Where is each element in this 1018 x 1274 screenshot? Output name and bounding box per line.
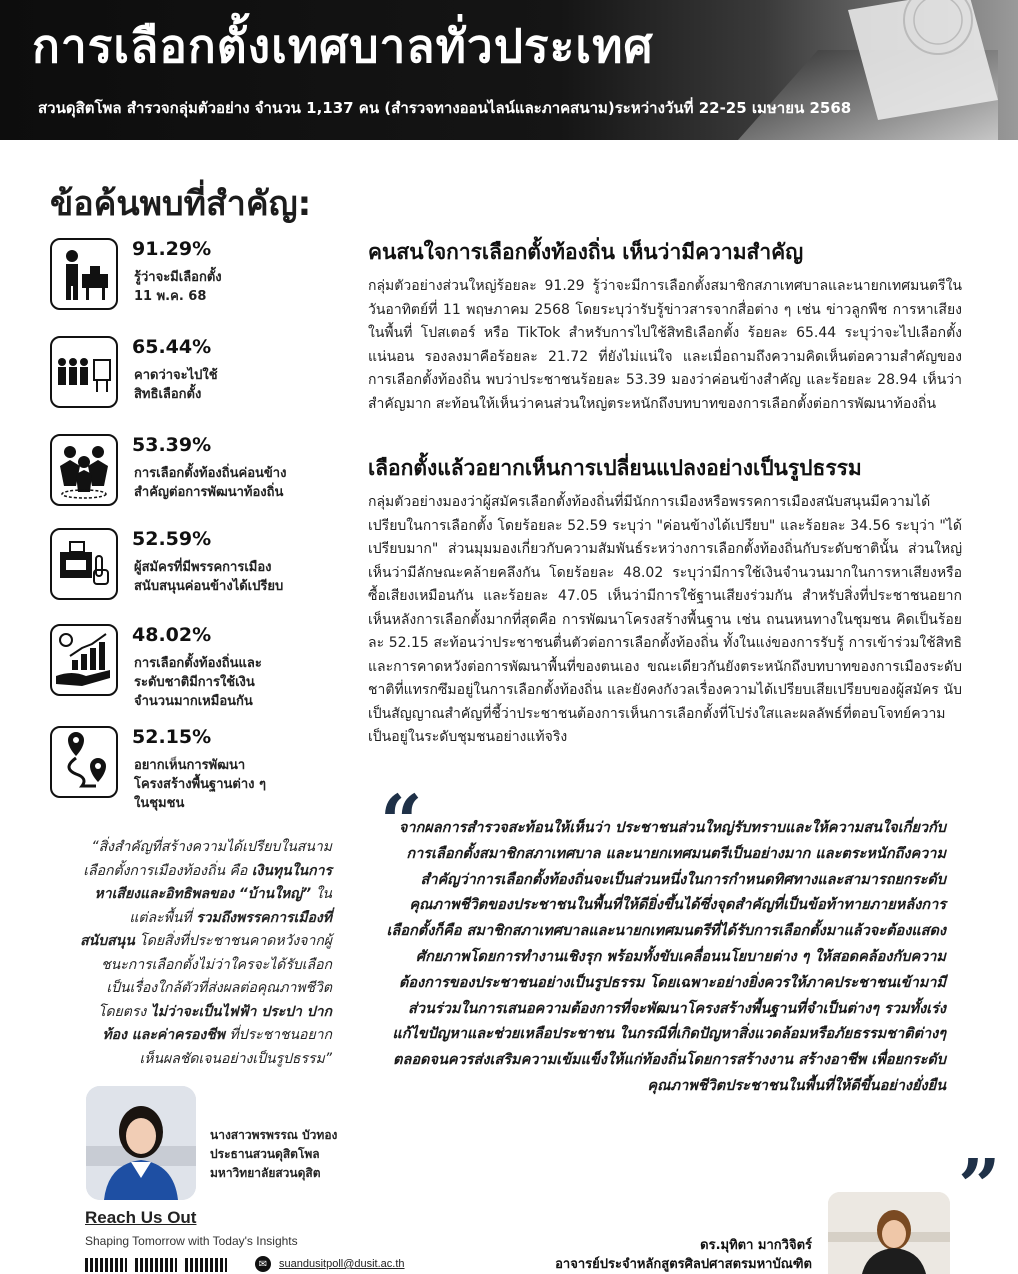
- qr-code-icon[interactable]: [185, 1258, 227, 1272]
- ballot-box-hand-icon: [50, 528, 118, 600]
- page-title: การเลือกตั้งเทศบาลทั่วประเทศ: [32, 19, 654, 73]
- voter-at-ballot-icon: [50, 238, 118, 310]
- section-1-body: กลุ่มตัวอย่างส่วนใหญ่ร้อยละ 91.29 รู้ว่าจะมีการเลือกตั้งสมาชิกสภาเทศบาลและนายกเทศมนตรีในวันอาทิตย์ที่ 11 พฤษภาคม 2568 โดยระบุว่ารับรู้ข่าวสารจากสื่อต่าง ๆ เช่น ข่าวลูกพืช การหาเสียงในพื้นที่ โปสเตอร์ หรือ TikTok สำหรับการไปใช้สิทธิเลือกตั้ง ร้อยละ 65.44 ระบุว่าจะไปเลือกตั้งแน่นอน รองลงมาคือร้อยละ 21.72 ที่ยังไม่แน่ใจ และเมื่อถามถึงความคิดเห็นต่อความสำคัญของการเลือกตั้งท้องถิ่น พบว่าประชาชนร้อยละ 53.39 มองว่าค่อนข้างสำคัญ และร้อยละ 28.94 เห็นว่าสำคัญมาก สะท้อนให้เห็นว่าคนส่วนใหญ่ตระหนักถึงบทบาทของการเลือกตั้งต่อการพัฒนาท้องถิ่น: [368, 278, 962, 412]
- reach-us-link[interactable]: Reach Us Out: [85, 1208, 197, 1227]
- open-quote-mark: “: [380, 780, 423, 866]
- stat-label: รู้ว่าจะมีเลือกตั้ง 11 พ.ค. 68: [134, 270, 222, 304]
- email-address[interactable]: suandusitpoll@dusit.ac.th: [279, 1258, 405, 1270]
- stat-percent: 53.39%: [132, 434, 212, 456]
- tagline: Shaping Tomorrow with Today's Insights: [85, 1234, 298, 1248]
- left-quote: [80, 836, 332, 1071]
- queue-to-vote-icon: [50, 336, 118, 408]
- speaker-caption: [210, 1126, 337, 1183]
- expert-role: อาจารย์ประจำหลักสูตรศิลปศาสตรมหาบัณฑิต: [555, 1257, 812, 1272]
- stat-percent: 52.15%: [132, 726, 212, 748]
- expert-name: ดร.มุทิตา มากวิจิตร์: [700, 1238, 812, 1253]
- speaker-name: นางสาวพรพรรณ บัวทอง: [210, 1128, 338, 1142]
- email-icon: ✉: [255, 1256, 271, 1272]
- stat-label: ผู้สมัครที่มีพรรคการเมือง สนับสนุนค่อนข้างได้เปรียบ: [134, 560, 284, 594]
- survey-subtitle: สวนดุสิตโพล สำรวจกลุ่มตัวอย่าง จำนวน 1,137 คน (สำรวจทางออนไลน์และภาคสนาม)ระหว่างวันที่ 22-25 เมษายน 2568: [38, 99, 852, 117]
- stat-label: การเลือกตั้งท้องถิ่นค่อนข้าง สำคัญต่อการพัฒนาท้องถิ่น: [134, 466, 287, 500]
- quote-text: ในแต่ละพื้นที่: [129, 886, 332, 926]
- speaker-org: มหาวิทยาลัยสวนดุสิต: [210, 1166, 321, 1180]
- stat-label: คาดว่าจะไปใช้ สิทธิเลือกตั้ง: [134, 368, 218, 402]
- section-1-heading: คนสนใจการเลือกตั้งท้องถิ่น เห็นว่ามีความสำคัญ: [368, 240, 804, 264]
- quote-text: ที่ประชาชนอยากเห็นผลชัดเจนอย่างเป็นรูปธรรม”: [139, 1027, 332, 1067]
- expert-quote: จากผลการสำรวจสะท้อนให้เห็นว่า ประชาชนส่วนใหญ่รับทราบและให้ความสนใจเกี่ยวกับการเลือกตั้งสมาชิกสภาเทศบาล และนายกเทศมนตรีเป็นอย่างมาก และตระหนักถึงความสำคัญว่าการเลือกตั้งท้องถิ่นจะเป็นส่วนหนึ่งในการกำหนดทิศทางและสามารถยกระดับคุณภาพชีวิตของประชาชนในพื้นที่ให้ดียิ่งขึ้นได้ซึ่งจุดสำคัญที่เป็นข้อท้าทายภายหลังการเลือกตั้งก็คือ สมาชิกสภาเทศบาลและนายกเทศมนตรีที่ได้รับการเลือกตั้งมาแล้วจะต้องแสดงศักยภาพโดยการทำงานเชิงรุก พร้อมทั้งขับเคลื่อนนโยบายต่าง ๆ ให้สอดคล้องกับความต้องการของประชาชนอย่างเป็นรูปธรรม โดยเฉพาะอย่างยิ่งควรให้ภาคประชาชนเข้ามามีส่วนร่วมในการเสนอความต้องการที่จะพัฒนาโครงสร้างพื้นฐานที่จำเป็นต่างๆ รวมทั้งเร่งแก้ไขปัญหาและช่วยเหลือประชาชน ในกรณีที่เกิดปัญหาสิ่งแวดล้อมหรือภัยธรรมชาติต่างๆ ตลอดจนควรส่งเสริมความเข้มแข็งให้แก่ท้องถิ่นโดยการสร้างงาน สร้างอาชีพ เพื่อยกระดับคุณภาพชีวิตประชาชนในพื้นที่ให้ดีขึ้นอย่างยั่งยืน: [386, 820, 946, 1094]
- header-banner: [0, 0, 1018, 140]
- quote-text: “สิ่งสำคัญที่สร้างความได้เปรียบในสนามเลือกตั้งการเมืองท้องถิ่น คือ: [83, 839, 332, 879]
- avatar: [828, 1192, 950, 1274]
- article-section-1: [368, 236, 962, 416]
- quote-emphasis: เงินทุนในการหาเสียงและอิทธิพลของ “บ้านใหญ่”: [94, 862, 332, 902]
- quote-emphasis: รวมถึงพรรคการเมืองที่สนับสนุน: [80, 909, 332, 949]
- money-growth-hand-icon: [50, 624, 118, 696]
- quote-text: โดยสิ่งที่ประชาชนคาดหวังจากผู้ชนะการเลือกตั้งไม่ว่าใครจะได้รับเลือก เป็นเรื่องใกล้ตัวที่ส่งผลต่อคุณภาพชีวิตโดยตรง: [97, 933, 332, 1020]
- qr-codes: [85, 1258, 227, 1272]
- stat-percent: 65.44%: [132, 336, 212, 358]
- key-findings-title: ข้อค้นพบที่สำคัญ:: [50, 184, 312, 224]
- stat-label: อยากเห็นการพัฒนา โครงสร้างพื้นฐานต่าง ๆ ในชุมชน: [134, 758, 266, 811]
- stat-label: การเลือกตั้งท้องถิ่นและ ระดับชาติมีการใช้เงิน จำนวนมากเหมือนกัน: [134, 656, 262, 709]
- route-map-pin-icon: [50, 726, 118, 798]
- email-contact[interactable]: [255, 1256, 405, 1272]
- section-2-heading: เลือกตั้งแล้วอยากเห็นการเปลี่ยนแปลงอย่างเป็นรูปธรรม: [368, 456, 862, 480]
- qr-code-icon[interactable]: [135, 1258, 177, 1272]
- community-people-icon: [50, 434, 118, 506]
- article-section-2: [368, 452, 962, 750]
- expert-caption: [500, 1236, 812, 1274]
- qr-code-icon[interactable]: [85, 1258, 127, 1272]
- speaker-role: ประธานสวนดุสิตโพล: [210, 1147, 320, 1161]
- avatar: [86, 1086, 196, 1200]
- stat-percent: 52.59%: [132, 528, 212, 550]
- stat-percent: 48.02%: [132, 624, 212, 646]
- stat-percent: 91.29%: [132, 238, 212, 260]
- section-2-body: กลุ่มตัวอย่างมองว่าผู้สมัครเลือกตั้งท้องถิ่นที่มีนักการเมืองหรือพรรคการเมืองสนับสนุนมีความได้เปรียบในการเลือกตั้ง โดยร้อยละ 52.59 ระบุว่า "ค่อนข้างได้เปรียบ" และร้อยละ 34.56 ระบุว่า "ได้เปรียบมาก" ส่วนมุมมองเกี่ยวกับความสัมพันธ์ระหว่างการเลือกตั้งท้องถิ่นกับระดับชาตินั้น ส่วนใหญ่เห็นว่ามีลักษณะคล้ายคลึงกัน โดยร้อยละ 48.02 ระบุว่ามีการใช้เงินจำนวนมากในการหาเสียงหรือซื้อเสียงเหมือนกัน และร้อยละ 47.05 เห็นว่ามีการใช้ฐานเสียงร่วมกัน สำหรับสิ่งที่ประชาชนอยากเห็นหลังการเลือกตั้งมากที่สุดคือ การพัฒนาโครงสร้างพื้นฐาน เช่น ถนนหนทางในชุมชน คิดเป็นร้อยละ 52.15 สะท้อนว่าประชาชนตื่นตัวต่อการเลือกตั้งท้องถิ่น ทั้งในแง่ของการรับรู้ การเข้าร่วมใช้สิทธิ และการคาดหวังต่อการพัฒนาพื้นที่ของตนเอง ขณะเดียวกันยังตระหนักถึงบทบาทของการเมืองระดับชาติที่แทรกซึมอยู่ในการเลือกตั้งท้องถิ่น และยังคงกังวลเรื่องความได้เปรียบเสียเปรียบของผู้สมัคร นับเป็นสัญญาณสำคัญที่ชี้ว่าประชาชนต้องการเห็นการเลือกตั้งที่โปร่งใสและผลลัพธ์ที่ตอบโจทย์ความเป็นอยู่ในระดับชุมชนอย่างแท้จริง: [368, 494, 962, 745]
- close-quote-mark: ”: [958, 1144, 1001, 1230]
- quote-emphasis: ไม่ว่าจะเป็นไฟฟ้า ประปา ปากท้อง และค่าครองชีพ: [102, 1003, 332, 1043]
